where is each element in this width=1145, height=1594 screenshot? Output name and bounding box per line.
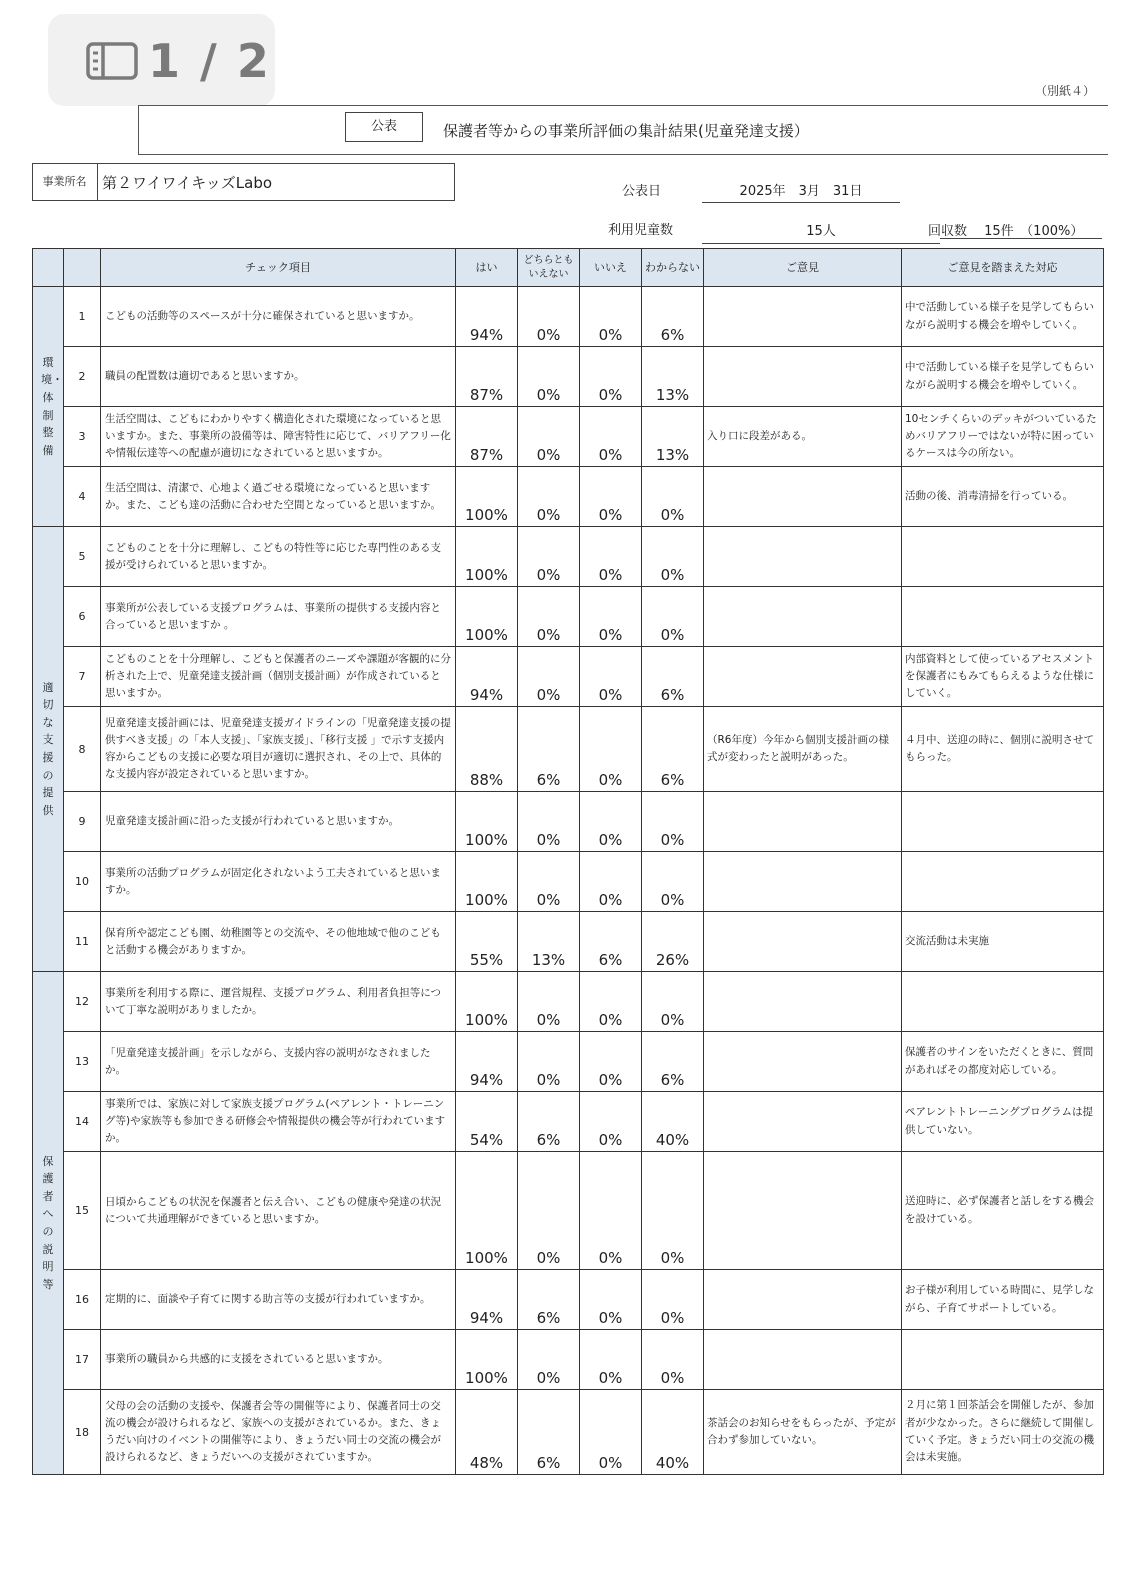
table-header-row <box>33 249 1104 287</box>
response <box>902 852 1104 912</box>
pct-yes: 100% <box>456 1152 518 1270</box>
pct-unknown: 26% <box>642 912 704 972</box>
check-item: 事業所の職員から共感的に支援をされていると思いますか。 <box>101 1330 456 1390</box>
table-row <box>33 587 1104 647</box>
pct-unknown: 6% <box>642 707 704 792</box>
opinion: 茶話会のお知らせをもらったが、予定が合わず参加していない。 <box>704 1390 902 1475</box>
table-row <box>33 707 1104 792</box>
check-item: こどものことを十分理解し、こどもと保護者のニーズや課題が客観的に分析された上で、児童発達支援計画（個別支援計画）が作成されていると思いますか。 <box>101 647 456 707</box>
pct-unknown: 0% <box>642 527 704 587</box>
response: ４月中、送迎の時に、個別に説明させてもらった。 <box>902 707 1104 792</box>
opinion <box>704 1092 902 1152</box>
pub-date-label: 公表日 <box>622 184 662 199</box>
item-number: 10 <box>64 852 101 912</box>
header-no: いいえ <box>580 249 642 287</box>
response <box>902 972 1104 1032</box>
pct-neither: 0% <box>518 972 580 1032</box>
table-row <box>33 1092 1104 1152</box>
pct-yes: 94% <box>456 1032 518 1092</box>
item-number: 6 <box>64 587 101 647</box>
category-cell <box>33 527 64 972</box>
opinion: （R6年度）今年から個別支援計画の様式が変わったと説明があった。 <box>704 707 902 792</box>
header-neither: どちらとも いえない <box>518 249 580 287</box>
pct-no: 0% <box>580 1152 642 1270</box>
pct-no: 0% <box>580 467 642 527</box>
header-opinion: ご意見 <box>704 249 902 287</box>
table-row <box>33 347 1104 407</box>
table-row <box>33 1032 1104 1092</box>
pct-unknown: 40% <box>642 1390 704 1475</box>
pct-yes: 94% <box>456 647 518 707</box>
pct-unknown: 0% <box>642 792 704 852</box>
pct-yes: 100% <box>456 852 518 912</box>
pct-neither: 0% <box>518 347 580 407</box>
collected-count: 回収数 15件 （100%） <box>928 224 1084 239</box>
pct-unknown: 0% <box>642 467 704 527</box>
pct-yes: 100% <box>456 467 518 527</box>
check-item: 児童発達支援計画に沿った支援が行われていると思いますか。 <box>101 792 456 852</box>
pct-unknown: 40% <box>642 1092 704 1152</box>
opinion <box>704 647 902 707</box>
item-number: 2 <box>64 347 101 407</box>
opinion <box>704 287 902 347</box>
pct-no: 0% <box>580 587 642 647</box>
table-row <box>33 972 1104 1032</box>
pct-neither: 0% <box>518 852 580 912</box>
opinion <box>704 347 902 407</box>
pct-unknown: 0% <box>642 1152 704 1270</box>
table-row <box>33 852 1104 912</box>
table-row <box>33 1390 1104 1475</box>
response: 10センチくらいのデッキがついているためバリアフリーではないが特に困っているケースは今の所ない。 <box>902 407 1104 467</box>
item-number: 8 <box>64 707 101 792</box>
response: 送迎時に、必ず保護者と話しをする機会を設けている。 <box>902 1152 1104 1270</box>
pct-neither: 6% <box>518 1390 580 1475</box>
pct-yes: 100% <box>456 972 518 1032</box>
response <box>902 792 1104 852</box>
category-label: 環境・体制整備 <box>41 355 63 457</box>
pct-no: 0% <box>580 347 642 407</box>
check-item: こどもの活動等のスペースが十分に確保されていると思いますか。 <box>101 287 456 347</box>
pct-yes: 94% <box>456 287 518 347</box>
pct-neither: 6% <box>518 707 580 792</box>
pct-no: 0% <box>580 852 642 912</box>
pct-unknown: 13% <box>642 347 704 407</box>
table-row <box>33 407 1104 467</box>
pub-date: 2025年 3月 31日 <box>702 180 900 203</box>
opinion <box>704 1152 902 1270</box>
pct-yes: 54% <box>456 1092 518 1152</box>
check-item: 生活空間は、こどもにわかりやすく構造化された環境になっていると思いますか。また、事業所の設備等は、障害特性に応じて、バリアフリー化や情報伝達等への配慮が適切になされていると思いますか。 <box>101 407 456 467</box>
pct-no: 0% <box>580 287 642 347</box>
item-number: 1 <box>64 287 101 347</box>
check-item: こどものことを十分に理解し、こどもの特性等に応じた専門性のある支援が受けられていると思いますか。 <box>101 527 456 587</box>
item-number: 18 <box>64 1390 101 1475</box>
pct-yes: 100% <box>456 587 518 647</box>
table-row <box>33 647 1104 707</box>
response <box>902 527 1104 587</box>
table-row <box>33 792 1104 852</box>
category-cell <box>33 972 64 1475</box>
check-item: 児童発達支援計画には、児童発達支援ガイドラインの「児童発達支援の提供すべき支援」の「本人支援」、「家族支援」、「移行支援 」で示す支援内容からこどもの支援に必要な項目が適切に選択され、その上で、具体的な支援内容が設定されていると思いますか。 <box>101 707 456 792</box>
item-number: 9 <box>64 792 101 852</box>
children-count: 15人 <box>702 220 940 244</box>
pct-neither: 0% <box>518 1152 580 1270</box>
evaluation-table <box>32 248 1104 1475</box>
pct-no: 0% <box>580 1032 642 1092</box>
opinion <box>704 1330 902 1390</box>
pct-neither: 0% <box>518 647 580 707</box>
table-row <box>33 467 1104 527</box>
collected-underline <box>940 238 1102 239</box>
pct-neither: 0% <box>518 587 580 647</box>
header-category <box>33 249 64 287</box>
header-unknown: わからない <box>642 249 704 287</box>
category-cell <box>33 287 64 527</box>
table-row <box>33 1330 1104 1390</box>
opinion <box>704 587 902 647</box>
item-number: 11 <box>64 912 101 972</box>
pct-neither: 0% <box>518 527 580 587</box>
item-number: 13 <box>64 1032 101 1092</box>
pct-neither: 13% <box>518 912 580 972</box>
check-item: 日頃からこどもの状況を保護者と伝え合い、こどもの健康や発達の状況について共通理解ができていると思いますか。 <box>101 1152 456 1270</box>
pct-unknown: 0% <box>642 972 704 1032</box>
check-item: 父母の会の活動の支援や、保護者会等の開催等により、保護者同士の交流の機会が設けられるなど、家族への支援がされているか。また、きょうだい向けのイベントの開催等により、きょうだい同士の交流の機会が設けられるなど、きょうだいへの支援がされていますか。 <box>101 1390 456 1475</box>
category-label: 適切な支援の提供 <box>42 680 54 817</box>
pct-neither: 0% <box>518 287 580 347</box>
header-number <box>64 249 101 287</box>
pct-no: 0% <box>580 1270 642 1330</box>
response <box>902 1330 1104 1390</box>
check-item: 事業所が公表している支援プログラムは、事業所の提供する支援内容と合っていると思いますか 。 <box>101 587 456 647</box>
response: 活動の後、消毒清掃を行っている。 <box>902 467 1104 527</box>
page-indicator-badge[interactable] <box>48 14 275 106</box>
opinion <box>704 972 902 1032</box>
check-item: 職員の配置数は適切であると思いますか。 <box>101 347 456 407</box>
pct-no: 0% <box>580 1330 642 1390</box>
pct-yes: 87% <box>456 407 518 467</box>
pct-yes: 55% <box>456 912 518 972</box>
table-row <box>33 912 1104 972</box>
pct-no: 0% <box>580 792 642 852</box>
category-label: 保護者への説明等 <box>42 1154 54 1291</box>
table-row <box>33 527 1104 587</box>
opinion <box>704 792 902 852</box>
pct-neither: 0% <box>518 1032 580 1092</box>
item-number: 5 <box>64 527 101 587</box>
pct-unknown: 6% <box>642 287 704 347</box>
pct-unknown: 0% <box>642 1330 704 1390</box>
pct-yes: 88% <box>456 707 518 792</box>
pct-no: 0% <box>580 972 642 1032</box>
public-label: 公表 <box>345 112 423 142</box>
pct-unknown: 0% <box>642 852 704 912</box>
opinion <box>704 912 902 972</box>
opinion: 入り口に段差がある。 <box>704 407 902 467</box>
pct-unknown: 0% <box>642 1270 704 1330</box>
pct-no: 6% <box>580 912 642 972</box>
children-count-label: 利用児童数 <box>608 223 674 238</box>
pct-unknown: 6% <box>642 1032 704 1092</box>
check-item: 生活空間は、清潔で、心地よく過ごせる環境になっていると思いますか。また、こども達の活動に合わせた空間となっていると思いますか。 <box>101 467 456 527</box>
response: ２月に第１回茶話会を開催したが、参加者が少なかった。さらに継続して開催していく予定。きょうだい同士の交流の機会は未実施。 <box>902 1390 1104 1475</box>
table-row <box>33 287 1104 347</box>
item-number: 4 <box>64 467 101 527</box>
pct-yes: 94% <box>456 1270 518 1330</box>
check-item: 保育所や認定こども園、幼稚園等との交流や、その他地域で他のこどもと活動する機会がありますか。 <box>101 912 456 972</box>
opinion <box>704 1270 902 1330</box>
pct-neither: 0% <box>518 467 580 527</box>
page-title: 保護者等からの事業所評価の集計結果(児童発達支援） <box>443 122 809 140</box>
response: 内部資料として使っているアセスメントを保護者にもみてもらえるような仕様にしていく。 <box>902 647 1104 707</box>
pct-no: 0% <box>580 1390 642 1475</box>
response: 保護者のサインをいただくときに、質問があればその都度対応している。 <box>902 1032 1104 1092</box>
pct-yes: 100% <box>456 1330 518 1390</box>
pct-yes: 87% <box>456 347 518 407</box>
check-item: 事業所の活動プログラムが固定化されないよう工夫されていると思いますか。 <box>101 852 456 912</box>
table-row <box>33 1152 1104 1270</box>
facility-name: 第２ワイワイキッズLabo <box>102 174 273 192</box>
item-number: 14 <box>64 1092 101 1152</box>
opinion <box>704 527 902 587</box>
pct-no: 0% <box>580 707 642 792</box>
pct-neither: 0% <box>518 407 580 467</box>
pct-neither: 0% <box>518 1330 580 1390</box>
item-number: 12 <box>64 972 101 1032</box>
pct-no: 0% <box>580 647 642 707</box>
item-number: 17 <box>64 1330 101 1390</box>
check-item: 定期的に、面談や子育てに関する助言等の支援が行われていますか。 <box>101 1270 456 1330</box>
check-item: 「児童発達支援計画」を示しながら、支援内容の説明がなされましたか。 <box>101 1032 456 1092</box>
facility-label: 事業所名 <box>32 163 98 201</box>
item-number: 16 <box>64 1270 101 1330</box>
response <box>902 587 1104 647</box>
response: 中で活動している様子を見学してもらいながら説明する機会を増やしていく。 <box>902 287 1104 347</box>
pct-neither: 6% <box>518 1092 580 1152</box>
opinion <box>704 852 902 912</box>
header-response: ご意見を踏まえた対応 <box>902 249 1104 287</box>
response: お子様が利用している時間に、見学しながら、子育てサポートしている。 <box>902 1270 1104 1330</box>
pct-unknown: 0% <box>642 587 704 647</box>
item-number: 3 <box>64 407 101 467</box>
pct-yes: 48% <box>456 1390 518 1475</box>
header-yes: はい <box>456 249 518 287</box>
pct-yes: 100% <box>456 527 518 587</box>
appendix-label: （別紙４） <box>1034 84 1095 98</box>
pct-neither: 0% <box>518 792 580 852</box>
response: ペアレントトレーニングプログラムは提供していない。 <box>902 1092 1104 1152</box>
sidebar-icon[interactable] <box>86 42 138 80</box>
pct-no: 0% <box>580 1092 642 1152</box>
pct-neither: 6% <box>518 1270 580 1330</box>
check-item: 事業所を利用する際に、運営規程、支援プログラム、利用者負担等について丁寧な説明がありましたか。 <box>101 972 456 1032</box>
opinion <box>704 1032 902 1092</box>
pct-unknown: 6% <box>642 647 704 707</box>
pct-no: 0% <box>580 407 642 467</box>
response: 中で活動している様子を見学してもらいながら説明する機会を増やしていく。 <box>902 347 1104 407</box>
pct-unknown: 13% <box>642 407 704 467</box>
response: 交流活動は未実施 <box>902 912 1104 972</box>
pct-no: 0% <box>580 527 642 587</box>
header-check-item: チェック項目 <box>101 249 456 287</box>
check-item: 事業所では、家族に対して家族支援プログラム(ペアレント・トレーニング等)や家族等も参加できる研修会や情報提供の機会等が行われていますか。 <box>101 1092 456 1152</box>
item-number: 7 <box>64 647 101 707</box>
page-indicator-text: 1 / 2 <box>148 34 271 88</box>
table-row <box>33 1270 1104 1330</box>
opinion <box>704 467 902 527</box>
pct-yes: 100% <box>456 792 518 852</box>
item-number: 15 <box>64 1152 101 1270</box>
